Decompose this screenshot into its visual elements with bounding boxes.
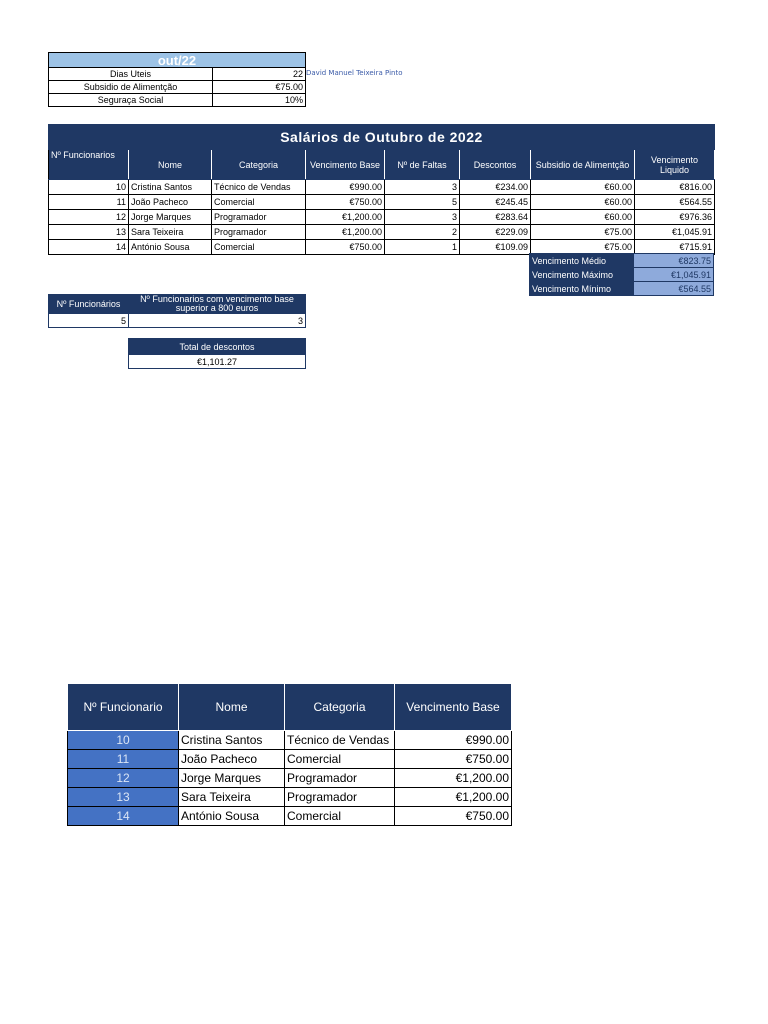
cell[interactable]: €1,200.00 xyxy=(306,225,385,240)
table-row xyxy=(68,769,512,788)
cell[interactable]: €990.00 xyxy=(306,180,385,195)
salary-table xyxy=(48,124,715,255)
cell[interactable]: António Sousa xyxy=(179,807,285,826)
cell[interactable]: €109.09 xyxy=(460,240,531,255)
cell[interactable]: 5 xyxy=(385,195,460,210)
total-discounts-table xyxy=(128,338,306,369)
cell[interactable]: 11 xyxy=(49,195,129,210)
param-value[interactable]: 10% xyxy=(213,94,306,107)
author-signature: David Manuel Teixeira Pinto xyxy=(306,69,403,77)
cell[interactable]: Técnico de Vendas xyxy=(285,731,395,750)
cell[interactable]: 13 xyxy=(49,225,129,240)
cell[interactable]: 2 xyxy=(385,225,460,240)
cell[interactable]: €60.00 xyxy=(531,180,635,195)
cell[interactable]: €245.45 xyxy=(460,195,531,210)
cell[interactable]: 12 xyxy=(68,769,179,788)
employee-list-table xyxy=(67,683,512,826)
cell[interactable]: 10 xyxy=(49,180,129,195)
stat-label[interactable]: Vencimento Máximo xyxy=(530,268,634,282)
column-header[interactable]: Vencimento Base xyxy=(306,150,385,180)
column-header[interactable]: Descontos xyxy=(460,150,531,180)
cell[interactable]: €750.00 xyxy=(395,750,512,769)
column-header[interactable]: Categoria xyxy=(285,684,395,731)
cell[interactable]: €750.00 xyxy=(395,807,512,826)
param-label[interactable]: Dias Uteis xyxy=(49,68,213,81)
param-value[interactable]: €75.00 xyxy=(213,81,306,94)
salary-stats-table xyxy=(529,253,714,296)
cell[interactable]: €715.91 xyxy=(635,240,715,255)
cell[interactable]: €60.00 xyxy=(531,210,635,225)
table-row xyxy=(49,210,715,225)
table-row xyxy=(68,750,512,769)
cell[interactable]: €976.36 xyxy=(635,210,715,225)
column-header[interactable]: Vencimento Base xyxy=(395,684,512,731)
column-header[interactable]: Vencimento Liquido xyxy=(635,150,715,180)
cell[interactable]: 14 xyxy=(68,807,179,826)
cell[interactable]: 3 xyxy=(385,180,460,195)
stat-label[interactable]: Vencimento Mínimo xyxy=(530,282,634,296)
cell[interactable]: Sara Teixeira xyxy=(179,788,285,807)
cell[interactable]: Comercial xyxy=(285,750,395,769)
cell[interactable]: €564.55 xyxy=(635,195,715,210)
stat-value[interactable]: €1,045.91 xyxy=(634,268,714,282)
cell[interactable]: €1,200.00 xyxy=(306,210,385,225)
cell[interactable]: Programador xyxy=(285,788,395,807)
cell[interactable]: 10 xyxy=(68,731,179,750)
cell[interactable]: Programador xyxy=(285,769,395,788)
cell[interactable]: Técnico de Vendas xyxy=(212,180,306,195)
table-row xyxy=(49,225,715,240)
cell[interactable]: €60.00 xyxy=(531,195,635,210)
salary-header-row xyxy=(49,150,715,180)
cell[interactable]: €816.00 xyxy=(635,180,715,195)
employee-count-table xyxy=(48,294,306,328)
stat-value[interactable]: €564.55 xyxy=(634,282,714,296)
cell[interactable]: €750.00 xyxy=(306,195,385,210)
cell[interactable]: Cristina Santos xyxy=(179,731,285,750)
count-value[interactable]: 5 xyxy=(49,314,129,328)
param-label[interactable]: Seguraça Social xyxy=(49,94,213,107)
cell[interactable]: 13 xyxy=(68,788,179,807)
month-cell[interactable]: out/22 xyxy=(49,53,306,68)
column-header[interactable]: Subsidio de Alimentção xyxy=(531,150,635,180)
parameters-table xyxy=(48,52,306,107)
cell[interactable]: Comercial xyxy=(212,195,306,210)
cell[interactable]: €1,200.00 xyxy=(395,788,512,807)
stat-label[interactable]: Vencimento Médio xyxy=(530,254,634,268)
column-header[interactable]: Categoria xyxy=(212,150,306,180)
total-label[interactable]: Total de descontos xyxy=(129,339,306,355)
cell[interactable]: €234.00 xyxy=(460,180,531,195)
cell[interactable]: Programador xyxy=(212,225,306,240)
cell[interactable]: 1 xyxy=(385,240,460,255)
count-value[interactable]: 3 xyxy=(129,314,306,328)
cell[interactable]: Cristina Santos xyxy=(129,180,212,195)
count-header[interactable]: Nº Funcionários xyxy=(49,295,129,314)
table-row xyxy=(68,788,512,807)
cell[interactable]: Jorge Marques xyxy=(179,769,285,788)
param-value[interactable]: 22 xyxy=(213,68,306,81)
table-row xyxy=(49,195,715,210)
cell[interactable]: 3 xyxy=(385,210,460,225)
cell[interactable]: €750.00 xyxy=(306,240,385,255)
cell[interactable]: António Sousa xyxy=(129,240,212,255)
cell[interactable]: €283.64 xyxy=(460,210,531,225)
cell[interactable]: €75.00 xyxy=(531,225,635,240)
salary-table-title[interactable]: Salários de Outubro de 2022 xyxy=(49,125,715,150)
cell[interactable]: Sara Teixeira xyxy=(129,225,212,240)
cell[interactable]: 14 xyxy=(49,240,129,255)
column-header[interactable]: Nome xyxy=(129,150,212,180)
column-header[interactable]: Nº Funcionarios xyxy=(49,150,129,180)
cell[interactable]: 12 xyxy=(49,210,129,225)
table-row xyxy=(49,180,715,195)
table-row xyxy=(68,731,512,750)
param-label[interactable]: Subsidio de Alimentção xyxy=(49,81,213,94)
cell[interactable]: €1,045.91 xyxy=(635,225,715,240)
cell[interactable]: €1,200.00 xyxy=(395,769,512,788)
column-header[interactable]: Nº de Faltas xyxy=(385,150,460,180)
column-header[interactable]: Nº Funcionario xyxy=(68,684,179,731)
stat-value[interactable]: €823.75 xyxy=(634,254,714,268)
column-header[interactable]: Nome xyxy=(179,684,285,731)
table-row xyxy=(68,807,512,826)
cell[interactable]: João Pacheco xyxy=(129,195,212,210)
count-header[interactable]: Nº Funcionarios com vencimento base superior a 800 euros xyxy=(129,295,306,314)
cell[interactable]: João Pacheco xyxy=(179,750,285,769)
cell[interactable]: Comercial xyxy=(285,807,395,826)
cell[interactable]: Comercial xyxy=(212,240,306,255)
cell[interactable]: €990.00 xyxy=(395,731,512,750)
cell[interactable]: Jorge Marques xyxy=(129,210,212,225)
cell[interactable]: €229.09 xyxy=(460,225,531,240)
cell[interactable]: Programador xyxy=(212,210,306,225)
cell[interactable]: €75.00 xyxy=(531,240,635,255)
total-value[interactable]: €1,101.27 xyxy=(129,355,306,369)
cell[interactable]: 11 xyxy=(68,750,179,769)
